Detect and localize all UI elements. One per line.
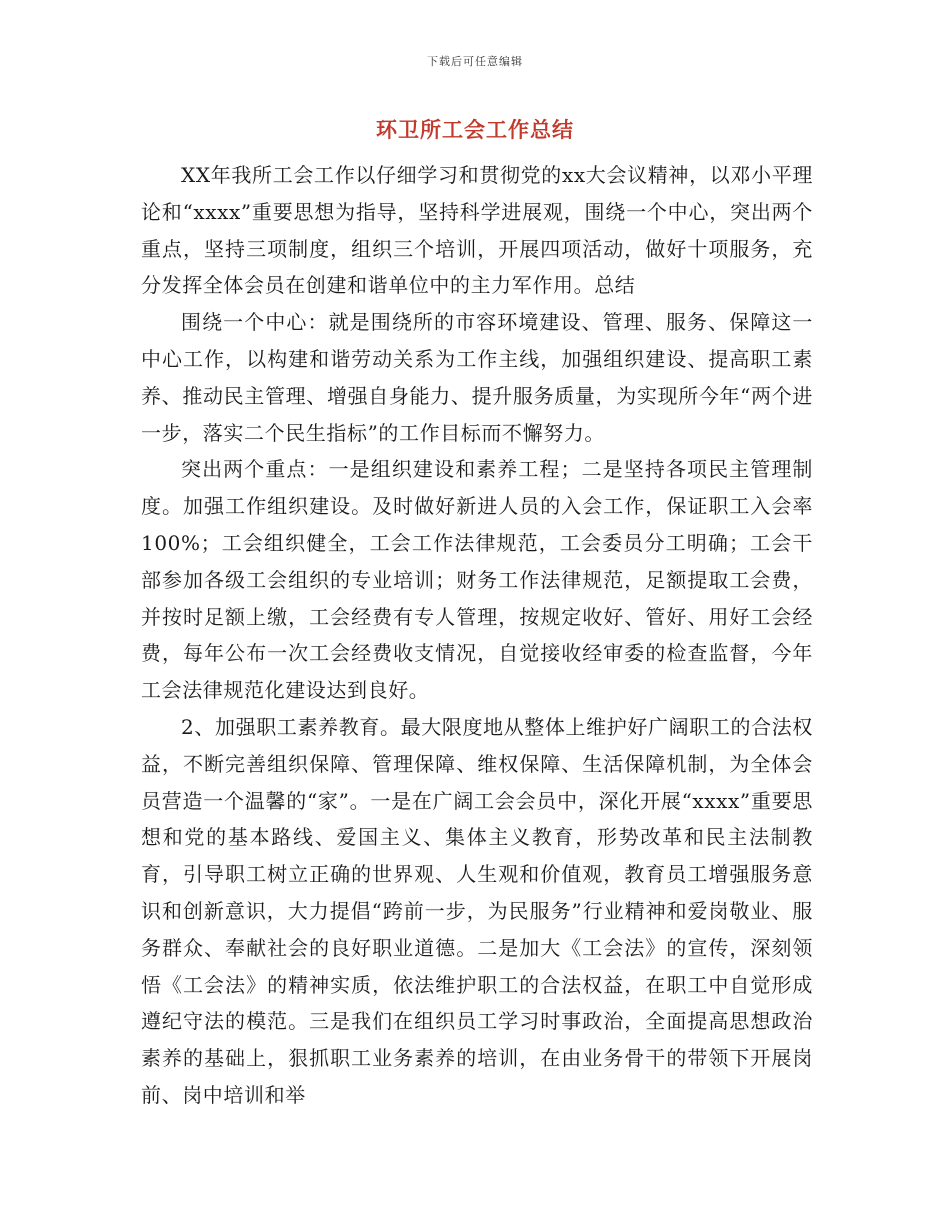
document-title: 环卫所工会工作总结 [376, 117, 574, 142]
paragraph: 围绕一个中心：就是围绕所的市容环境建设、管理、服务、保障这一中心工作，以构建和谐劳动关系为工作主线，加强组织建设、提高职工素养、推动民主管理、增强自身能力、提升服务质量，为实现所今年“两个进一步，落实二个民生指标”的工作目标而不懈努力。 [141, 310, 813, 445]
paragraph: 2、加强职工素养教育。最大限度地从整体上维护好广阔职工的合法权益，不断完善组织保障、管理保障、维权保障、生活保障机制，为全体会员营造一个温馨的“家”。一是在广阔工会会员中，深化开展“xxxx”重要思想和党的基本路线、爱国主义、集体主义教育，形势改革和民主法制教育，引导职工树立正确的世界观、人生观和价值观，教育员工增强服务意识和创新意识，大力提倡“跨前一步，为民服务”行业精神和爱岗敬业、服务群众、奉献社会的良好职业道德。二是加大《工会法》的宣传，深刻领悟《工会法》的精神实质，依法维护职工的合法权益，在职工中自觉形成遵纪守法的模范。三是我们在组织员工学习时事政治，全面提高思想政治素养的基础上，狠抓职工业务素养的培训，在由业务骨干的带领下开展岗前、岗中培训和举 [141, 714, 813, 1107]
paragraph: XX年我所工会工作以仔细学习和贯彻党的xx大会议精神，以邓小平理论和“xxxx”重要思想为指导，坚持科学进展观，围绕一个中心，突出两个重点，坚持三项制度，组织三个培训，开展四项活动，做好十项服务，充分发挥全体会员在创建和谐单位中的主力军作用。总结 [141, 163, 813, 298]
document-body [141, 157, 813, 1114]
paragraph: 突出两个重点：一是组织建设和素养工程；二是坚持各项民主管理制度。加强工作组织建设。及时做好新进人员的入会工作，保证职工入会率100%；工会组织健全，工会工作法律规范，工会委员分工明确；工会干部参加各级工会组织的专业培训；财务工作法律规范，足额提取工会费，并按时足额上缴，工会经费有专人管理，按规定收好、管好、用好工会经费，每年公布一次工会经费收支情况，自觉接收经审委的检查监督，今年工会法律规范化建设达到良好。 [141, 457, 813, 703]
header-note: 下载后可任意编辑 [427, 55, 523, 68]
